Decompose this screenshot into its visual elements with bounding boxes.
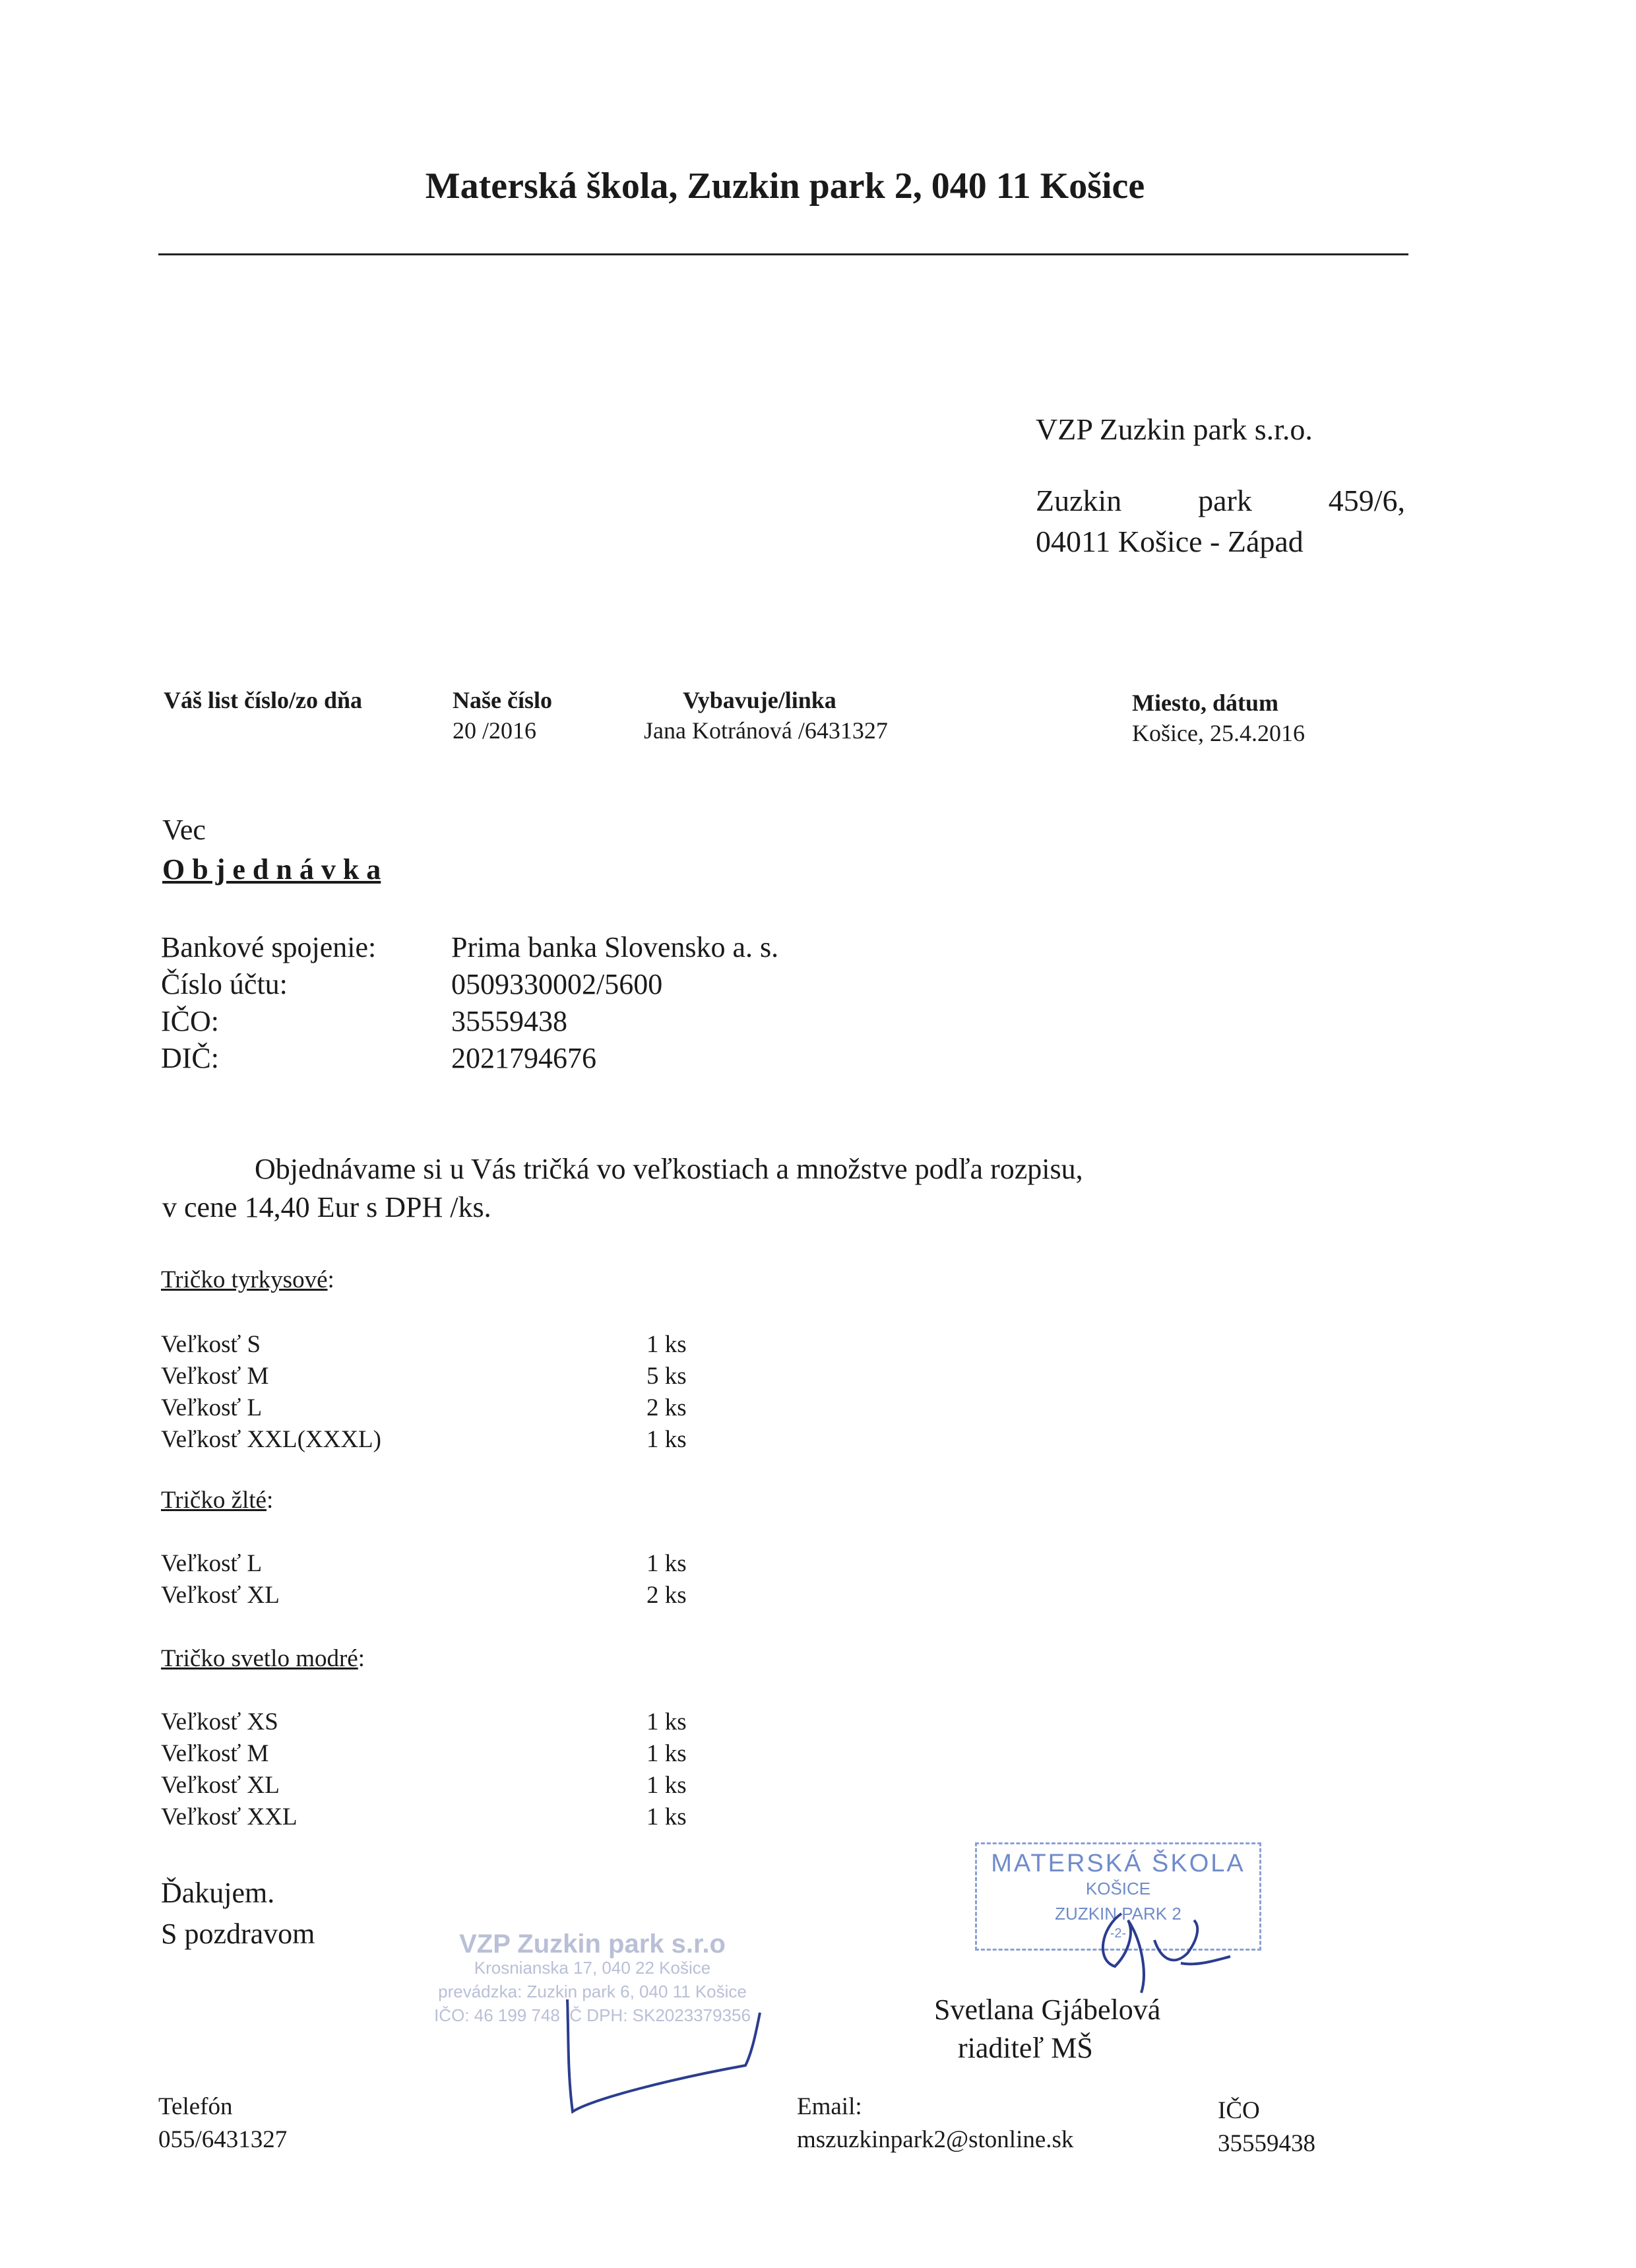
company-stamp-line: IČO: 46 199 748 IČ DPH: SK2023379356 xyxy=(434,2005,751,2025)
recipient-block xyxy=(1036,409,1405,562)
company-signature xyxy=(554,1973,792,2125)
item-row xyxy=(161,1706,687,1738)
closing-block xyxy=(161,1873,315,1955)
your-letter-label: Váš list číslo/zo dňa xyxy=(164,687,363,713)
item-qty: 5 ks xyxy=(646,1363,687,1390)
item-qty: 1 ks xyxy=(646,1426,687,1453)
bank-row xyxy=(161,966,778,1003)
bank-row-label: Číslo účtu: xyxy=(161,968,288,1000)
group-title-text: Tričko svetlo modré xyxy=(161,1645,358,1672)
bank-row-label: IČO: xyxy=(161,1005,219,1037)
signatory-name: Svetlana Gjábelová xyxy=(934,1993,1161,2026)
recipient-street-word: park xyxy=(1198,484,1252,518)
item-qty: 1 ks xyxy=(646,1708,687,1735)
bank-details xyxy=(161,929,778,1077)
item-size: Veľkosť XL xyxy=(161,1772,280,1799)
place-date-label: Miesto, dátum xyxy=(1132,690,1278,716)
item-qty: 2 ks xyxy=(646,1582,687,1609)
school-stamp-line: ZUZKIN PARK 2 xyxy=(1055,1904,1181,1924)
item-size: Veľkosť XS xyxy=(161,1708,278,1735)
item-qty: 1 ks xyxy=(646,1772,687,1799)
item-row xyxy=(161,1329,687,1361)
item-row xyxy=(161,1548,687,1580)
footer-email-label: Email: xyxy=(797,2093,862,2120)
footer-phone xyxy=(158,2090,287,2156)
letterhead-rule xyxy=(158,253,1408,255)
bank-row-value: Prima banka Slovensko a. s. xyxy=(451,931,779,963)
bank-row-value: 0509330002/5600 xyxy=(451,968,663,1000)
item-size: Veľkosť L xyxy=(161,1394,263,1421)
bank-row xyxy=(161,1003,778,1040)
handled-by-label: Vybavuje/linka xyxy=(683,687,836,713)
item-row xyxy=(161,1424,687,1456)
company-stamp-line: Krosnianska 17, 040 22 Košice xyxy=(474,1958,711,1978)
item-row xyxy=(161,1801,687,1833)
subject-label: Vec xyxy=(162,814,206,846)
item-row xyxy=(161,1361,687,1392)
school-stamp-line: MATERSKÁ ŠKOLA xyxy=(991,1850,1245,1877)
item-row xyxy=(161,1738,687,1770)
closing-regards: S pozdravom xyxy=(161,1918,315,1950)
item-row xyxy=(161,1392,687,1424)
group-title-text: Tričko tyrkysové xyxy=(161,1266,328,1293)
bank-row-value: 35559438 xyxy=(451,1005,567,1037)
intro-line-2: v cene 14,40 Eur s DPH /ks. xyxy=(162,1191,491,1223)
footer-email xyxy=(797,2090,1073,2156)
recipient-street-word: 459/6, xyxy=(1328,484,1405,518)
bank-row xyxy=(161,1040,778,1077)
item-row xyxy=(161,1770,687,1801)
recipient-street-word: Zuzkin xyxy=(1036,484,1122,518)
closing-thanks: Ďakujem. xyxy=(161,1877,275,1909)
item-qty: 1 ks xyxy=(646,1331,687,1358)
school-stamp-line: -2- xyxy=(1110,1926,1127,1941)
item-size: Veľkosť S xyxy=(161,1331,261,1358)
group-title-text: Tričko žlté xyxy=(161,1487,267,1514)
item-qty: 2 ks xyxy=(646,1394,687,1421)
director-signature xyxy=(1082,1900,1240,1999)
signatory-role: riaditeľ MŠ xyxy=(958,2032,1093,2064)
school-stamp-line: KOŠICE xyxy=(1085,1879,1151,1898)
bank-row-value: 2021794676 xyxy=(451,1042,596,1074)
group-items xyxy=(161,1548,687,1611)
bank-row xyxy=(161,929,778,966)
item-size: Veľkosť L xyxy=(161,1550,263,1577)
item-qty: 1 ks xyxy=(646,1803,687,1831)
group-items xyxy=(161,1706,687,1833)
our-number-value: 20 /2016 xyxy=(453,717,537,744)
footer-ico-value: 35559438 xyxy=(1218,2130,1315,2157)
footer-ico-label: IČO xyxy=(1218,2097,1260,2124)
bank-row-label: DIČ: xyxy=(161,1042,219,1074)
item-size: Veľkosť M xyxy=(161,1740,269,1767)
footer-phone-label: Telefón xyxy=(158,2093,233,2120)
item-size: Veľkosť XXL(XXXL) xyxy=(161,1426,381,1453)
place-date-value: Košice, 25.4.2016 xyxy=(1132,720,1305,746)
company-stamp-line: prevádzka: Zuzkin park 6, 040 11 Košice xyxy=(438,1982,747,2001)
item-size: Veľkosť M xyxy=(161,1363,269,1390)
item-row xyxy=(161,1580,687,1611)
subject-value: O b j e d n á v k a xyxy=(162,853,381,886)
footer-ico xyxy=(1218,2094,1315,2160)
item-qty: 1 ks xyxy=(646,1550,687,1577)
letterhead-title: Materská škola, Zuzkin park 2, 040 11 Košice xyxy=(425,166,1145,207)
recipient-name: VZP Zuzkin park s.r.o. xyxy=(1036,412,1313,446)
item-size: Veľkosť XL xyxy=(161,1582,280,1609)
item-size: Veľkosť XXL xyxy=(161,1803,298,1831)
company-stamp-line: VZP Zuzkin park s.r.o xyxy=(459,1929,726,1959)
recipient-street xyxy=(1036,480,1405,521)
intro-line-1: Objednávame si u Vás tričká vo veľkostiach a množstve podľa rozpisu, xyxy=(255,1153,1083,1185)
handled-by-value: Jana Kotránová /6431327 xyxy=(644,717,888,744)
group-title: Tričko tyrkysové: xyxy=(161,1266,334,1293)
footer-phone-value: 055/6431327 xyxy=(158,2126,288,2153)
group-title: Tričko svetlo modré: xyxy=(161,1645,365,1672)
group-title: Tričko žlté: xyxy=(161,1487,274,1514)
item-qty: 1 ks xyxy=(646,1740,687,1767)
recipient-city: 04011 Košice - Západ xyxy=(1036,525,1304,559)
bank-row-label: Bankové spojenie: xyxy=(161,931,377,963)
our-number-label: Naše číslo xyxy=(453,687,552,713)
footer-email-value[interactable]: mszuzkinpark2@stonline.sk xyxy=(797,2126,1074,2153)
group-items xyxy=(161,1329,687,1456)
